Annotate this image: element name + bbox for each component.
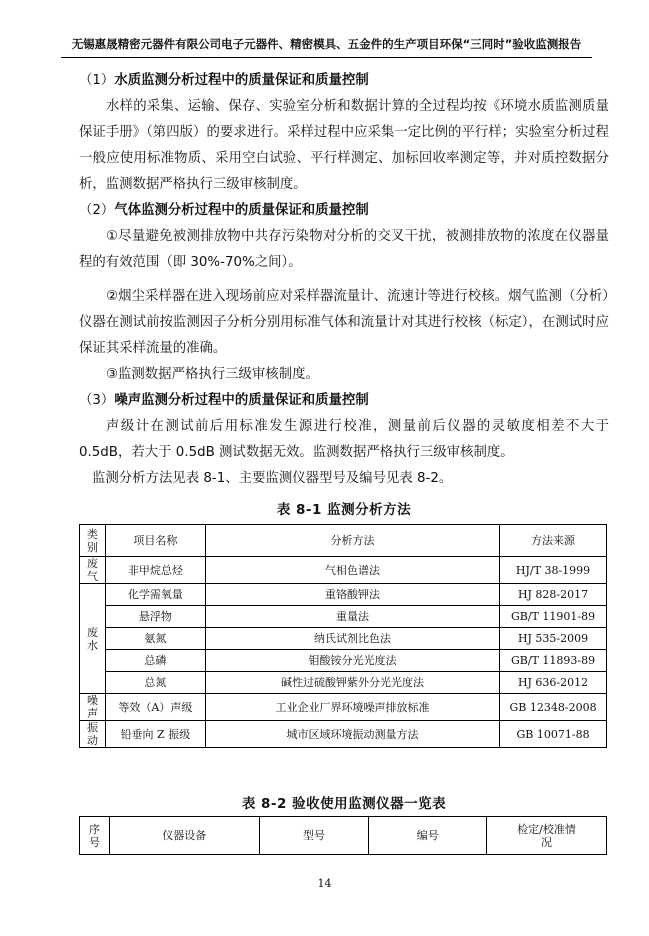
table-row bbox=[80, 650, 607, 672]
source-cell: HJ 535-2009 bbox=[500, 628, 607, 650]
method-cell: 碱性过硫酸钾紫外分光光度法 bbox=[205, 672, 499, 694]
table-row bbox=[80, 672, 607, 694]
table-row bbox=[80, 557, 607, 584]
item-cell: 铅垂向 Z 振级 bbox=[105, 721, 205, 748]
section-title: 气体监测分析过程中的质量保证和质量控制 bbox=[114, 203, 369, 218]
item-cell: 非甲烷总烃 bbox=[105, 557, 205, 584]
section-number: （1） bbox=[79, 73, 115, 88]
column-header-index: 序号 bbox=[80, 817, 110, 855]
section-title: 噪声监测分析过程中的质量保证和质量控制 bbox=[114, 393, 369, 408]
table-row bbox=[80, 694, 607, 721]
category-cell-water: 废水 bbox=[80, 584, 106, 694]
category-cell-gas: 废气 bbox=[80, 557, 106, 584]
report-header: 无锡惠晟精密元器件有限公司电子元器件、精密模具、五金件的生产项目环保“三同时”验收监测报告 bbox=[71, 37, 582, 51]
header-divider bbox=[61, 57, 592, 58]
section-gas-heading bbox=[79, 198, 609, 224]
source-cell: HJ 828-2017 bbox=[500, 584, 607, 606]
table-row bbox=[80, 721, 607, 748]
method-cell: 纳氏试剂比色法 bbox=[205, 628, 499, 650]
source-cell: GB 12348-2008 bbox=[500, 694, 607, 721]
item-cell: 总磷 bbox=[105, 650, 205, 672]
source-cell: HJ 636-2012 bbox=[500, 672, 607, 694]
column-header-calibration: 检定/校准情况 bbox=[487, 817, 607, 855]
method-cell: 工业企业厂界环境噪声排放标准 bbox=[205, 694, 499, 721]
source-cell: GB 10071-88 bbox=[500, 721, 607, 748]
method-cell: 气相色谱法 bbox=[205, 557, 499, 584]
item-cell: 化学需氧量 bbox=[105, 584, 205, 606]
source-cell: GB/T 11901-89 bbox=[500, 606, 607, 628]
source-cell: HJ/T 38-1999 bbox=[500, 557, 607, 584]
column-header-equipment: 仪器设备 bbox=[109, 817, 259, 855]
column-header-model: 型号 bbox=[259, 817, 369, 855]
section-title: 水质监测分析过程中的质量保证和质量控制 bbox=[114, 73, 369, 88]
gas-item-1: ①尽量避免被测排放物中共存污染物对分析的交叉干扰，被测排放物的浓度在仪器量程的有效范围（即 30%-70%之间）。 bbox=[79, 229, 609, 270]
instrument-table bbox=[79, 816, 607, 855]
method-cell: 重铬酸钾法 bbox=[205, 584, 499, 606]
section-number: （3） bbox=[79, 393, 115, 408]
method-cell: 城市区域环境振动测量方法 bbox=[205, 721, 499, 748]
method-cell: 重量法 bbox=[205, 606, 499, 628]
table-header-row bbox=[80, 525, 607, 557]
column-header-serial: 编号 bbox=[369, 817, 487, 855]
section-noise-heading bbox=[79, 388, 609, 414]
table-row bbox=[80, 584, 607, 606]
analysis-method-table bbox=[79, 524, 607, 748]
column-header-source: 方法来源 bbox=[500, 525, 607, 557]
item-cell: 总氮 bbox=[105, 672, 205, 694]
section-water-heading bbox=[79, 68, 609, 94]
page-number: 14 bbox=[317, 877, 332, 890]
table1-caption: 表 8-1 监测分析方法 bbox=[276, 502, 412, 518]
source-cell: GB/T 11893-89 bbox=[500, 650, 607, 672]
table2-caption: 表 8-2 验收使用监测仪器一览表 bbox=[241, 796, 447, 812]
item-cell: 等效（A）声级 bbox=[105, 694, 205, 721]
section-noise-body: 声级计在测试前后用标准发生源进行校准，测量前后仪器的灵敏度相差不大于 0.5dB，若大于 0.5dB 测试数据无效。监测数据严格执行三级审核制度。 bbox=[79, 419, 609, 460]
gas-item-3: ③监测数据严格执行三级审核制度。 bbox=[106, 367, 319, 382]
item-cell: 氨氮 bbox=[105, 628, 205, 650]
section-water-body: 水样的采集、运输、保存、实验室分析和数据计算的全过程均按《环境水质监测质量保证手册》（第四版）的要求进行。采样过程中应采集一定比例的平行样；实验室分析过程一般应使用标准物质、采用空白试验、平行样测定、加标回收率测定等，并对质控数据分析，监测数据严格执行三级审核制度。 bbox=[79, 99, 609, 192]
table-row bbox=[80, 628, 607, 650]
category-cell-noise: 噪声 bbox=[80, 694, 106, 721]
category-cell-vibration: 振动 bbox=[80, 721, 106, 748]
column-header-item: 项目名称 bbox=[105, 525, 205, 557]
column-header-category: 类别 bbox=[80, 525, 106, 557]
column-header-method: 分析方法 bbox=[205, 525, 499, 557]
method-cell: 钼酸铵分光光度法 bbox=[205, 650, 499, 672]
table-reference-note: 监测分析方法见表 8-1、主要监测仪器型号及编号见表 8-2。 bbox=[92, 471, 453, 486]
item-cell: 悬浮物 bbox=[105, 606, 205, 628]
section-number: （2） bbox=[79, 203, 115, 218]
table-row bbox=[80, 606, 607, 628]
gas-item-2: ②烟尘采样器在进入现场前应对采样器流量计、流速计等进行校核。烟气监测（分析）仪器在测试前按监测因子分析分别用标准气体和流量计对其进行校核（标定），在测试时应保证其采样流量的准确。 bbox=[79, 289, 609, 356]
table-header-row bbox=[80, 817, 607, 855]
